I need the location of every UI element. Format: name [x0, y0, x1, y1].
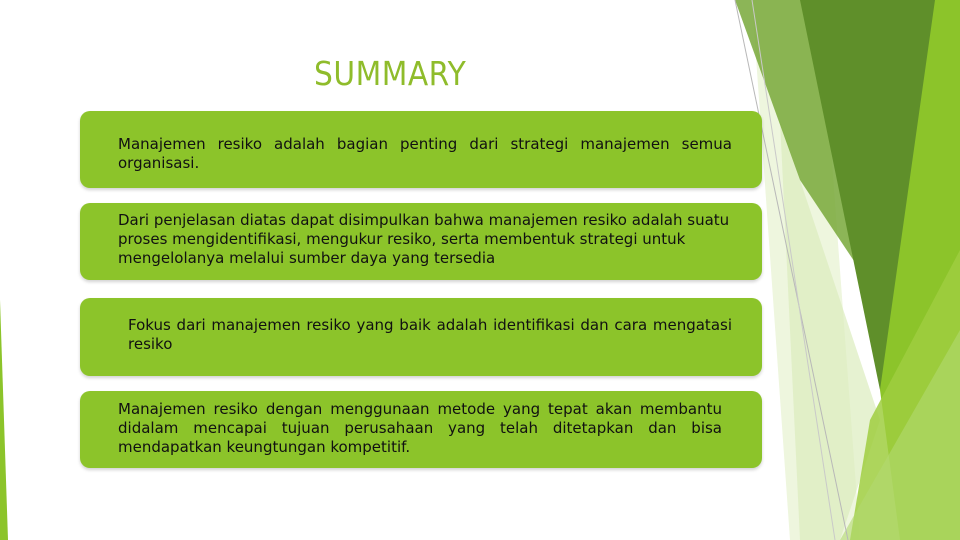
- slide-title: SUMMARY: [314, 54, 467, 93]
- summary-point-4-text: Manajemen resiko dengan menggunaan metode yang tepat akan membantu didalam mencapai tujuan perusahaan yang telah ditetapkan dan bisa mendapatkan keungtungan kompetitif.: [118, 400, 722, 456]
- summary-point-2: [80, 203, 762, 280]
- left-sliver-shape: [0, 300, 8, 540]
- summary-point-3: [80, 298, 762, 376]
- summary-point-1-text: Manajemen resiko adalah bagian penting dari strategi manajemen semua organisasi.: [118, 135, 732, 172]
- summary-point-3-text: Fokus dari manajemen resiko yang baik adalah identifikasi dan cara mengatasi resiko: [128, 316, 732, 353]
- summary-point-2-text: Dari penjelasan diatas dapat disimpulkan bahwa manajemen resiko adalah suatu proses mengidentifikasi, mengukur resiko, serta membentuk strategi untuk mengelolanya melalui sumber daya yang tersedia: [118, 211, 730, 267]
- summary-point-4: [80, 391, 762, 468]
- summary-point-1: [80, 111, 762, 188]
